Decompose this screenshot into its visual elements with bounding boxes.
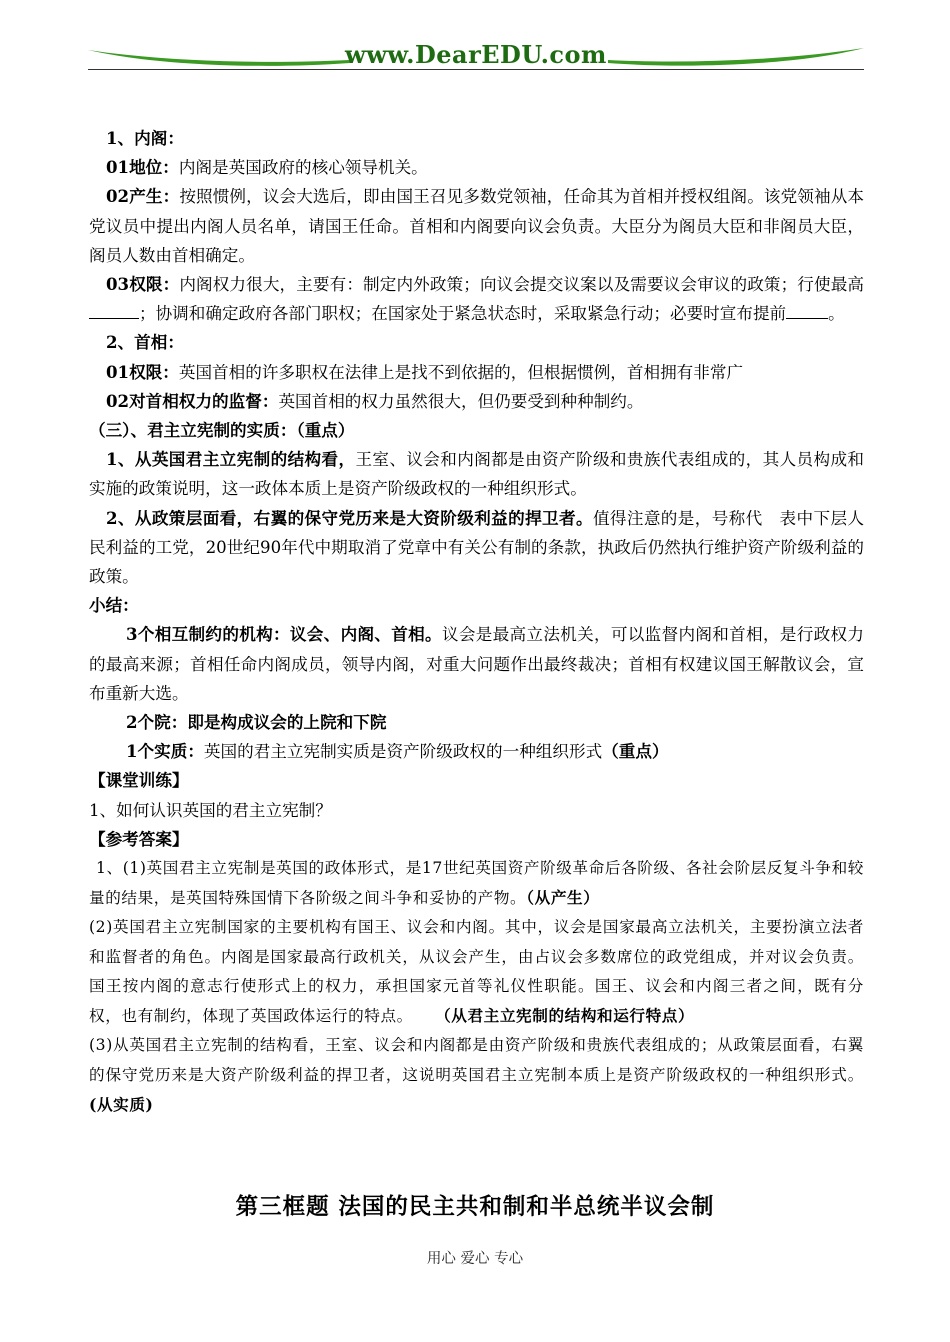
fill-blank	[786, 302, 828, 319]
paragraph-cabinet-powers: 03权限：内阁权力很大，主要有：制定内外政策；向议会提交议案以及需要议会审议的政策；行使最高；协调和确定政府各部门职权；在国家处于紧急状态时，采取紧急行动；必要时宣布提前 。	[89, 270, 864, 328]
paragraph-pm-supervision: 02对首相权力的监督：英国首相的权力虽然很大，但仍要受到种种制约。	[106, 390, 644, 411]
answer-block	[89, 854, 864, 1120]
paragraph-structure: 1、从英国君主立宪制的结构看，王室、议会和内阁都是由资产阶级和贵族代表组成的，其人员构成和实施的政策说明，这一政体本质上是资产阶级政权的一种组织形式。	[89, 449, 865, 499]
exercise-question: 1、如何认识英国的君主立宪制？	[89, 800, 332, 820]
page-footer: 用心 爱心 专心	[426, 1251, 524, 1267]
paragraph-cabinet-status: 01地位：内阁是英国政府的核心领导机关。	[106, 157, 428, 178]
section-heading-pm: 2、首相：	[106, 332, 184, 353]
site-logo-text: www.DearEDU.com	[345, 40, 607, 69]
paragraph-cabinet-formation: 02产生：按照惯例，议会大选后，即由国王召见多数党领袖，任命其为首相并授权组阁。该党领袖从本党议员中提出内阁人员名单，请国王任命。首相和内阁要向议会负责。大臣分为阁员大臣和非阁员大臣，阁员人数由首相确定。	[89, 186, 865, 265]
section-title: 第三框题 法国的民主共和制和半总统半议会制	[235, 1194, 715, 1220]
summary-label: 小结：	[89, 595, 139, 616]
answer-part-3: (3)从英国君主立宪制的结构看，王室、议会和内阁都是由资产阶级和贵族代表组成的；从政策层面看，右翼的保守党历来是大资产阶级利益的捍卫者，这说明英国君主立宪制本质上是资产阶级政权的一种组织形式。(从实质)	[89, 1036, 864, 1114]
exercise-label: 【课堂训练】	[89, 770, 189, 791]
section-heading-essence: （三）、君主立宪制的实质：（重点）	[89, 420, 355, 441]
summary-one-essence: 1个实质：英国的君主立宪制实质是资产阶级政权的一种组织形式（重点）	[126, 741, 669, 762]
section-heading-cabinet: 1、内阁：	[106, 128, 184, 148]
header-divider	[88, 69, 864, 70]
paragraph-pm-powers: 01权限：英国首相的许多职权在法律上是找不到依据的，但根据惯例，首相拥有非常广	[106, 361, 744, 382]
paragraph-policy: 2、从政策层面看，右翼的保守党历来是大资阶级利益的捍卫者。值得注意的是，号称代 表中下层人民利益的工党，20世纪90年代中期取消了党章中有关公有制的条款，执政后仍然执行维护资产阶级利益的政策。	[89, 507, 865, 587]
summary-two-houses: 2个院：即是构成议会的上院和下院	[126, 712, 387, 733]
page-header	[88, 38, 864, 72]
answer-label: 【参考答案】	[89, 828, 189, 849]
answer-part-2: (2)英国君主立宪制国家的主要机构有国王、议会和内阁。其中，议会是国家最高立法机关，主要扮演立法者和监督者的角色。内阁是国家最高行政机关，从议会产生，由占议会多数席位的政党组成，并对议会负责。国王按内阁的意志行使形式上的权力，承担国家元首等礼仪性职能。国王、议会和内阁三者之间，既有分权，也有制约，体现了英国政体运行的特点。 （从君主立宪制的结构和运行特点）	[89, 918, 864, 1026]
document-body	[89, 124, 864, 1120]
fill-blank	[89, 302, 139, 319]
summary-three-bodies: 3个相互制约的机构：议会、内阁、首相。议会是最高立法机关，可以监督内阁和首相，是行政权力的最高来源；首相任命内阁成员，领导内阁，对重大问题作出最终裁决；首相有权建议国王解散议会，宣布重新大选。	[89, 624, 865, 703]
answer-part-1: 1、(1)英国君主立宪制是英国的政体形式，是17世纪英国资产阶级革命后各阶级、各社会阶层反复斗争和较量的结果，是英国特殊国情下各阶级之间斗争和妥协的产物。（从产生）	[89, 859, 864, 908]
